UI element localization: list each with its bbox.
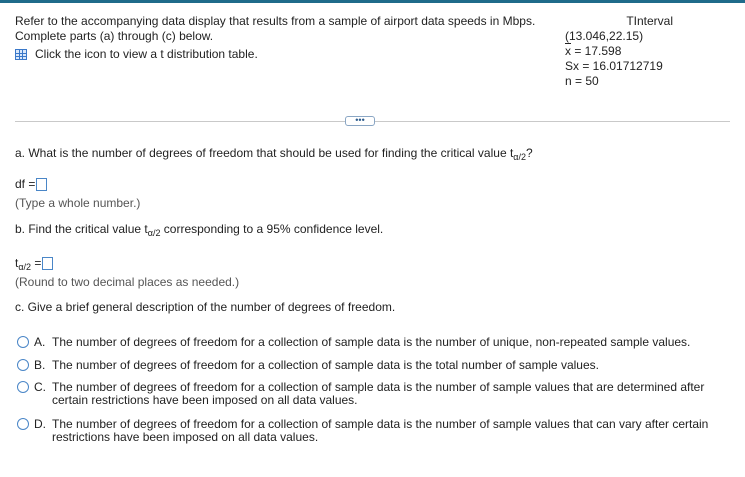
choice-a-letter: A.: [34, 335, 46, 349]
choice-c-radio[interactable]: [17, 381, 29, 393]
part-a-answer-row: [15, 177, 47, 191]
t-label-subscript: α/2: [18, 262, 32, 272]
choice-a-radio[interactable]: [17, 336, 29, 348]
part-a-hint: (Type a whole number.): [15, 196, 141, 210]
t-label-eq: =: [31, 256, 42, 270]
xbar-symbol: $\overline{x}$: [565, 44, 571, 58]
part-a-question-text: a. What is the number of degrees of freedom that should be used for finding the critical value t: [15, 146, 514, 160]
tinterval-display: [565, 14, 673, 89]
t-critical-answer-input[interactable]: [42, 257, 53, 270]
part-b-hint: (Round to two decimal places as needed.): [15, 275, 240, 289]
part-b-question-post: corresponding to a 95% confidence level.: [160, 222, 384, 236]
part-a-qmark: ?: [526, 146, 533, 160]
part-b-subscript: α/2: [147, 228, 161, 238]
choice-d[interactable]: [34, 418, 734, 444]
part-b-question: [15, 222, 383, 238]
problem-intro: [15, 14, 535, 62]
part-a-subscript: α/2: [513, 152, 526, 162]
choice-d-radio[interactable]: [17, 418, 29, 430]
t-label: t: [15, 256, 19, 270]
top-accent-bar: [0, 0, 745, 3]
choice-c-text: The number of degrees of freedom for a collection of sample data is the number of sample values that are determined after certain restrictions have been imposed on all data values.: [52, 380, 705, 407]
tinterval-mean: [565, 44, 673, 59]
expand-button[interactable]: •••: [345, 116, 375, 126]
choice-b-radio[interactable]: [17, 359, 29, 371]
tinterval-mean-value: = 17.598: [571, 44, 622, 58]
tinterval-n: n = 50: [565, 74, 599, 88]
df-label: df =: [15, 177, 36, 191]
tinterval-title: TInterval: [626, 14, 673, 28]
intro-line-2: Complete parts (a) through (c) below.: [15, 29, 214, 43]
df-answer-input[interactable]: [36, 178, 47, 191]
t-table-link-text[interactable]: Click the icon to view a t distribution table.: [35, 47, 258, 61]
part-c-question: c. Give a brief general description of the number of degrees of freedom.: [15, 300, 396, 314]
table-icon[interactable]: [15, 49, 27, 60]
part-b-answer-row: [15, 256, 53, 272]
part-a-question: [15, 146, 533, 162]
choice-a[interactable]: [34, 336, 734, 349]
choice-d-letter: D.: [34, 417, 46, 431]
choice-b-letter: B.: [34, 358, 46, 372]
t-table-link[interactable]: [15, 47, 535, 62]
tinterval-interval: (13.046,22.15): [565, 29, 644, 43]
part-b-question-pre: b. Find the critical value t: [15, 222, 148, 236]
intro-line-1: Refer to the accompanying data display that results from a sample of airport data speeds in Mbps.: [15, 14, 536, 28]
choice-d-text: The number of degrees of freedom for a collection of sample data is the number of sample values that can vary after certain restrictions have been imposed on all data values.: [52, 417, 709, 444]
choice-b[interactable]: [34, 359, 734, 372]
choice-c-letter: C.: [34, 380, 46, 394]
tinterval-sx: Sx = 16.01712719: [565, 59, 663, 73]
choice-b-text: The number of degrees of freedom for a collection of sample data is the total number of sample values.: [52, 358, 599, 372]
choice-c[interactable]: [34, 381, 734, 407]
choice-a-text: The number of degrees of freedom for a collection of sample data is the number of unique, non-repeated sample values.: [52, 335, 691, 349]
